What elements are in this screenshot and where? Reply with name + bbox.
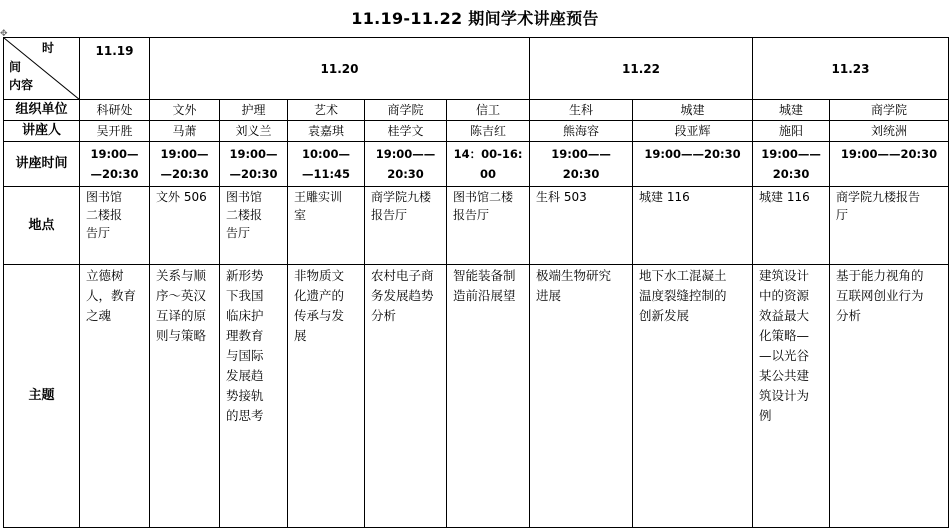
page-title: 11.19-11.22 期间学术讲座预告 <box>351 9 599 28</box>
speaker-row <box>4 121 949 142</box>
time-cell: 19:00—— 20:30 <box>753 142 830 187</box>
place-cell: 王雕实训 室 <box>288 187 365 265</box>
speaker-cell: 刘统洲 <box>830 121 949 142</box>
date-row <box>4 38 949 100</box>
time-cell: 19:00— —20:30 <box>150 142 220 187</box>
time-cell: 10:00— —11:45 <box>288 142 365 187</box>
speaker-cell: 熊海容 <box>530 121 633 142</box>
move-handle-icon[interactable]: ✥ <box>0 29 8 39</box>
topic-cell: 立德树 人，教育 之魂 <box>80 265 150 528</box>
time-cell: 19:00—— 20:30 <box>530 142 633 187</box>
speaker-cell: 陈吉红 <box>447 121 530 142</box>
time-row <box>4 142 949 187</box>
speaker-cell: 马萧 <box>150 121 220 142</box>
org-cell: 商学院 <box>365 100 447 121</box>
topic-cell: 智能装备制 造前沿展望 <box>447 265 530 528</box>
row-label-org: 组织单位 <box>4 100 80 121</box>
row-label-place: 地点 <box>4 187 80 265</box>
topic-cell: 基于能力视角的 互联网创业行为 分析 <box>830 265 949 528</box>
corner-label-content: 内容 <box>9 78 34 92</box>
place-cell: 商学院九楼报告 厅 <box>830 187 949 265</box>
speaker-cell: 段亚辉 <box>633 121 753 142</box>
date-header-11-20: 11.20 <box>150 38 530 100</box>
corner-header-cell <box>4 38 80 100</box>
time-cell: 19:00— —20:30 <box>220 142 288 187</box>
place-cell: 图书馆 二楼报 告厅 <box>80 187 150 265</box>
org-cell: 商学院 <box>830 100 949 121</box>
row-label-speaker: 讲座人 <box>4 121 80 142</box>
org-cell: 城建 <box>753 100 830 121</box>
time-cell: 19:00——20:30 <box>830 142 949 187</box>
org-cell: 生科 <box>530 100 633 121</box>
speaker-cell: 施阳 <box>753 121 830 142</box>
org-cell: 科研处 <box>80 100 150 121</box>
row-label-time: 讲座时间 <box>4 142 80 187</box>
topic-row <box>4 265 949 528</box>
org-cell: 信工 <box>447 100 530 121</box>
place-row <box>4 187 949 265</box>
place-cell: 城建 116 <box>633 187 753 265</box>
date-header-11-19: 11.19 <box>80 38 150 100</box>
topic-cell: 关系与顺 序～英汉 互译的原 则与策略 <box>150 265 220 528</box>
speaker-cell: 袁嘉琪 <box>288 121 365 142</box>
org-cell: 城建 <box>633 100 753 121</box>
place-cell: 图书馆 二楼报 告厅 <box>220 187 288 265</box>
time-cell: 14：00-16: 00 <box>447 142 530 187</box>
speaker-cell: 吴开胜 <box>80 121 150 142</box>
lecture-schedule-table <box>3 37 949 528</box>
speaker-cell: 刘义兰 <box>220 121 288 142</box>
date-header-11-23: 11.23 <box>753 38 949 100</box>
place-cell: 生科 503 <box>530 187 633 265</box>
row-label-topic: 主题 <box>4 265 80 528</box>
topic-cell: 建筑设计 中的资源 效益最大 化策略— —以光谷 某公共建 筑设计为 例 <box>753 265 830 528</box>
time-cell: 19:00— —20:30 <box>80 142 150 187</box>
place-cell: 商学院九楼 报告厅 <box>365 187 447 265</box>
place-cell: 图书馆二楼 报告厅 <box>447 187 530 265</box>
date-header-11-22: 11.22 <box>530 38 753 100</box>
topic-cell: 农村电子商 务发展趋势 分析 <box>365 265 447 528</box>
place-cell: 城建 116 <box>753 187 830 265</box>
org-cell: 文外 <box>150 100 220 121</box>
org-row <box>4 100 949 121</box>
topic-cell: 新形势 下我国 临床护 理教育 与国际 发展趋 势接轨 的思考 <box>220 265 288 528</box>
time-cell: 19:00—— 20:30 <box>365 142 447 187</box>
corner-label-time: 时 <box>42 41 55 55</box>
org-cell: 艺术 <box>288 100 365 121</box>
topic-cell: 非物质文 化遗产的 传承与发 展 <box>288 265 365 528</box>
speaker-cell: 桂学文 <box>365 121 447 142</box>
org-cell: 护理 <box>220 100 288 121</box>
topic-cell: 极端生物研究 进展 <box>530 265 633 528</box>
corner-label-time-2: 间 <box>9 60 22 74</box>
topic-cell: 地下水工混凝土 温度裂缝控制的 创新发展 <box>633 265 753 528</box>
time-cell: 19:00——20:30 <box>633 142 753 187</box>
place-cell: 文外 506 <box>150 187 220 265</box>
